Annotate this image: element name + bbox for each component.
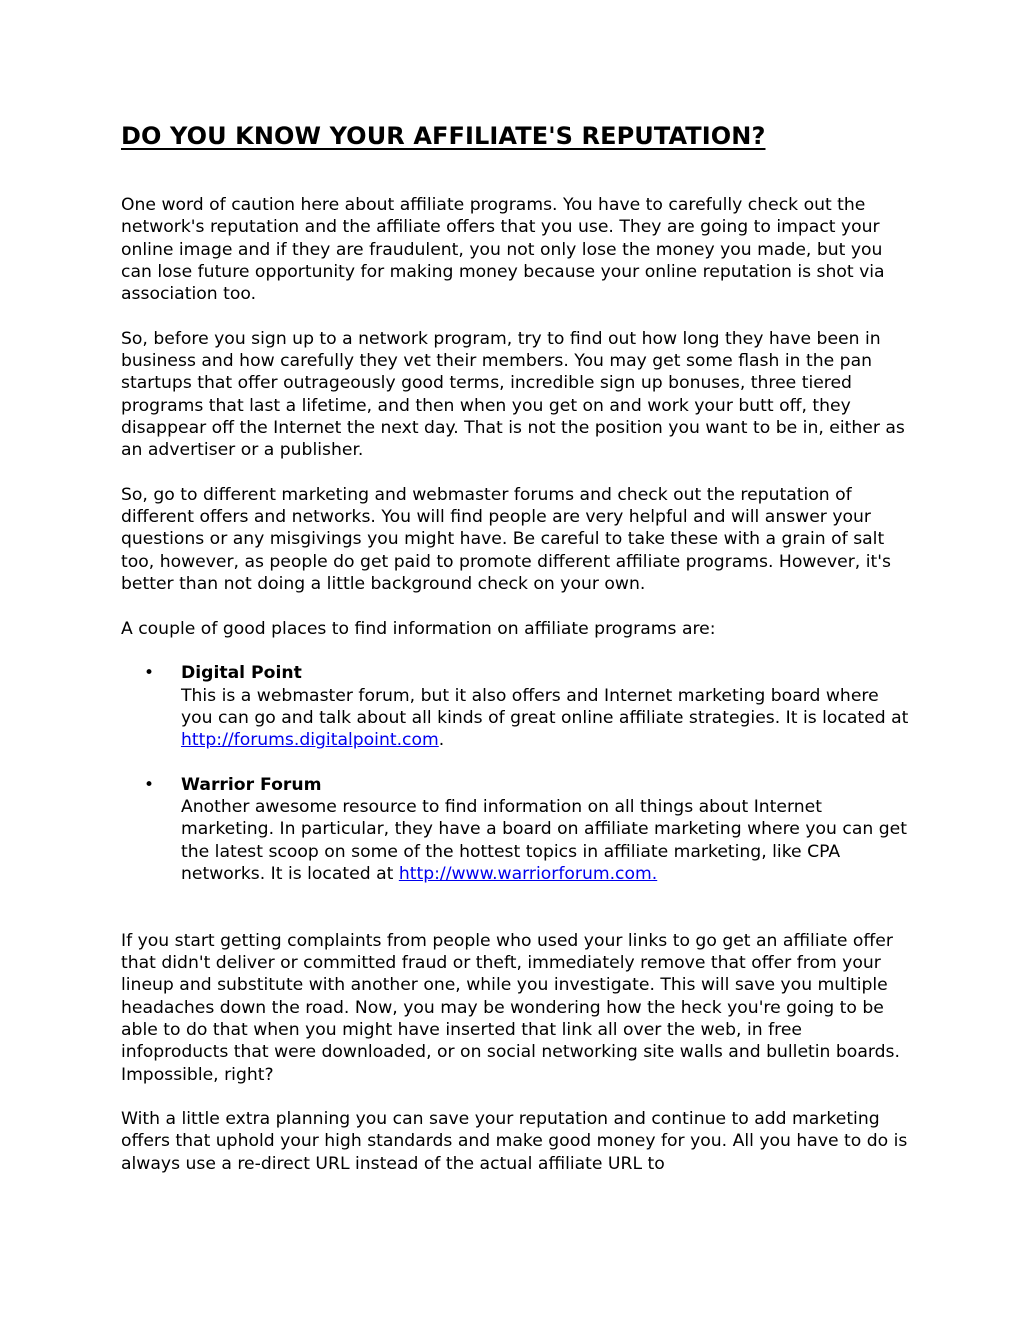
list-item-digital-point <box>121 662 911 751</box>
paragraph-places-intro: A couple of good places to find information on affiliate programs are: <box>121 618 716 639</box>
list-item-title: Digital Point <box>181 663 302 684</box>
list-item-text: Another awesome resource to find information on all things about Internet marketing. In particular, they have a board on affiliate marketing where you can get the latest scoop on some of the hottest topics in affiliate marketing, like CPA networks. It is located at <box>181 797 907 884</box>
list-item-title: Warrior Forum <box>181 774 322 795</box>
bullet-icon: • <box>144 663 155 684</box>
paragraph-caution: One word of caution here about affiliate programs. You have to carefully check out the network's reputation and the affiliate offers that you use. They are going to impact your online image and if they are fraudulent, you not only lose the money you made, but you can lose future opportunity for making money because your online reputation is shot via association too. <box>121 195 885 305</box>
paragraph-complaints: If you start getting complaints from people who used your links to go get an affiliate offer that didn't deliver or committed fraud or theft, immediately remove that offer from your lineup and substitute with another one, while you investigate. This will save you multiple headaches down the road. Now, you may be wondering how the heck you're going to be able to do that when you might have inserted that link all over the web, in free infoproducts that were downloaded, or on social networking site walls and bulletin boards. Impossible, right? <box>121 930 900 1085</box>
list-item-text: This is a webmaster forum, but it also offers and Internet marketing board where you can go and talk about all kinds of great online affiliate strategies. It is located at <box>181 685 909 728</box>
list-item-warrior-forum <box>121 774 911 885</box>
bullet-icon: • <box>144 774 155 795</box>
paragraph-planning: With a little extra planning you can save your reputation and continue to add marketing offers that uphold your high standards and make good money for you. All you have to do is always use a re-direct URL instead of the actual affiliate URL to <box>121 1109 908 1174</box>
warriorforum-link[interactable]: http://www.warriorforum.com. <box>398 863 658 884</box>
paragraph-forums: So, go to different marketing and webmaster forums and check out the reputation of different offers and networks. You will find people are very helpful and will answer your questions or any misgivings you might have. Be careful to take these with a grain of salt too, however, as people do get paid to promote different affiliate programs. However, it's better than not doing a little background check on your own. <box>121 484 891 595</box>
document-title: DO YOU KNOW YOUR AFFILIATE'S REPUTATION? <box>121 122 766 150</box>
spacer <box>121 908 911 930</box>
paragraph-before-signup: So, before you sign up to a network program, try to find out how long they have been in business and how carefully they vet their members. You may get some flash in the pan startups that offer outrageously good terms, incredible sign up bonuses, three tiered programs that last a lifetime, and then when you get on and work your butt off, they disappear off the Internet the next day. That is not the position you want to be in, either as an advertiser or a publisher. <box>121 328 905 461</box>
document-page <box>121 121 911 1197</box>
resource-list <box>121 662 911 885</box>
list-item-suffix: . <box>438 730 445 751</box>
digitalpoint-link[interactable]: http://forums.digitalpoint.com <box>181 730 439 751</box>
